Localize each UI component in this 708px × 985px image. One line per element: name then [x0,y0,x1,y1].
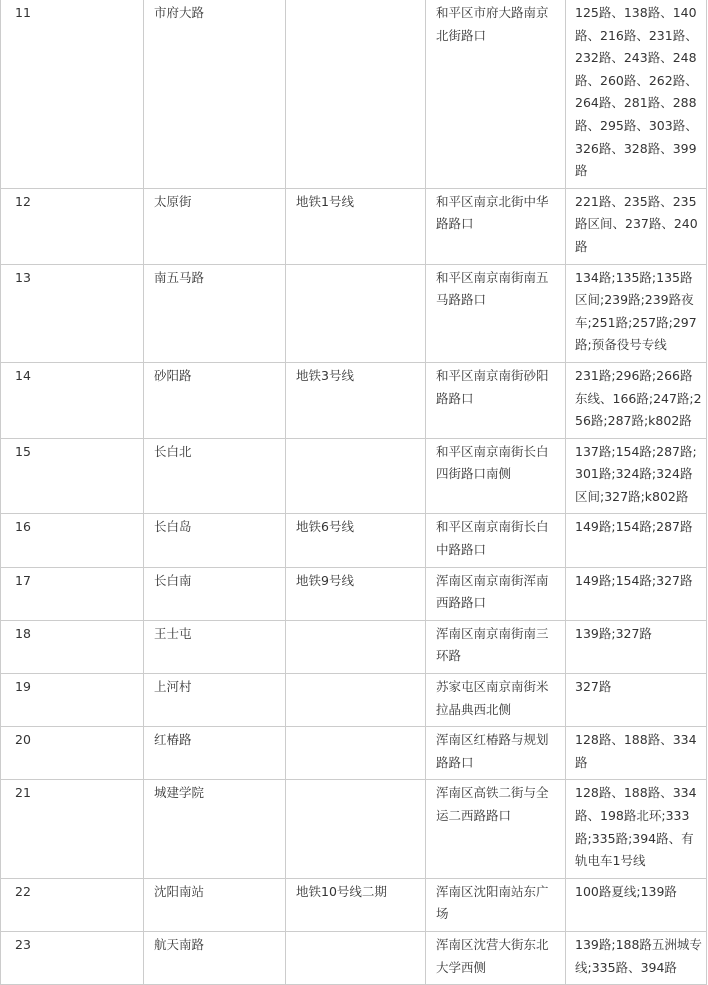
cell-location: 浑南区南京南街南三环路 [426,620,566,673]
table-row [1,878,707,931]
table-row [1,567,707,620]
cell-station-name: 南五马路 [144,264,286,362]
cell-number: 15 [1,438,144,514]
cell-station-name: 上河村 [144,674,286,727]
cell-bus-routes: 137路;154路;287路;301路;324路;324路区间;327路;k802路 [566,438,707,514]
cell-number: 19 [1,674,144,727]
cell-number: 12 [1,188,144,264]
cell-subway-transfer [286,674,426,727]
table-row [1,620,707,673]
cell-bus-routes: 149路;154路;287路 [566,514,707,567]
cell-location: 浑南区红椿路与规划路路口 [426,727,566,780]
cell-location: 浑南区南京南街浑南西路路口 [426,567,566,620]
cell-bus-routes: 128路、188路、334路 [566,727,707,780]
cell-station-name: 长白北 [144,438,286,514]
cell-bus-routes: 134路;135路;135路区间;239路;239路夜车;251路;257路;297路;预备役号专线 [566,264,707,362]
cell-location: 和平区市府大路南京北街路口 [426,0,566,188]
cell-subway-transfer [286,264,426,362]
cell-subway-transfer: 地铁3号线 [286,362,426,438]
cell-bus-routes: 139路;188路五洲城专线;335路、394路 [566,931,707,984]
cell-bus-routes: 231路;296路;266路东线、166路;247路;256路;287路;k802路 [566,362,707,438]
cell-station-name: 沈阳南站 [144,878,286,931]
cell-location: 和平区南京南街南五马路路口 [426,264,566,362]
cell-number: 23 [1,931,144,984]
cell-subway-transfer: 地铁9号线 [286,567,426,620]
cell-subway-transfer [286,780,426,878]
cell-number: 18 [1,620,144,673]
cell-bus-routes: 139路;327路 [566,620,707,673]
cell-subway-transfer: 地铁10号线二期 [286,878,426,931]
cell-number: 13 [1,264,144,362]
cell-location: 浑南区高铁二街与全运二西路路口 [426,780,566,878]
cell-bus-routes: 221路、235路、235路区间、237路、240路 [566,188,707,264]
cell-location: 和平区南京南街砂阳路路口 [426,362,566,438]
cell-location: 浑南区沈阳南站东广场 [426,878,566,931]
table-row [1,931,707,984]
table-row [1,438,707,514]
cell-number: 16 [1,514,144,567]
cell-bus-routes: 128路、188路、334路、198路北环;333路;335路;394路、有轨电车1号线 [566,780,707,878]
table-row [1,780,707,878]
cell-station-name: 红椿路 [144,727,286,780]
cell-number: 22 [1,878,144,931]
cell-bus-routes: 327路 [566,674,707,727]
cell-station-name: 长白南 [144,567,286,620]
cell-station-name: 航天南路 [144,931,286,984]
cell-location: 和平区南京北街中华路路口 [426,188,566,264]
table-row [1,264,707,362]
cell-subway-transfer [286,0,426,188]
cell-subway-transfer: 地铁6号线 [286,514,426,567]
cell-bus-routes: 100路夏线;139路 [566,878,707,931]
cell-number: 20 [1,727,144,780]
cell-subway-transfer [286,727,426,780]
cell-subway-transfer [286,620,426,673]
cell-location: 和平区南京南街长白中路路口 [426,514,566,567]
cell-subway-transfer: 地铁1号线 [286,188,426,264]
cell-location: 浑南区沈营大街东北大学西侧 [426,931,566,984]
table-row [1,188,707,264]
table-row [1,674,707,727]
table-row [1,727,707,780]
cell-station-name: 市府大路 [144,0,286,188]
cell-number: 17 [1,567,144,620]
cell-subway-transfer [286,438,426,514]
cell-bus-routes: 149路;154路;327路 [566,567,707,620]
cell-number: 21 [1,780,144,878]
cell-station-name: 城建学院 [144,780,286,878]
cell-location: 苏家屯区南京南街米拉晶典西北侧 [426,674,566,727]
table-row [1,0,707,188]
cell-number: 11 [1,0,144,188]
cell-location: 和平区南京南街长白四街路口南侧 [426,438,566,514]
station-table-body [1,0,707,985]
cell-number: 14 [1,362,144,438]
cell-station-name: 王士屯 [144,620,286,673]
table-row [1,514,707,567]
cell-bus-routes: 125路、138路、140路、216路、231路、232路、243路、248路、260路、262路、264路、281路、288路、295路、303路、326路、328路、399路 [566,0,707,188]
cell-station-name: 砂阳路 [144,362,286,438]
cell-station-name: 长白岛 [144,514,286,567]
table-row [1,362,707,438]
cell-station-name: 太原街 [144,188,286,264]
cell-subway-transfer [286,931,426,984]
